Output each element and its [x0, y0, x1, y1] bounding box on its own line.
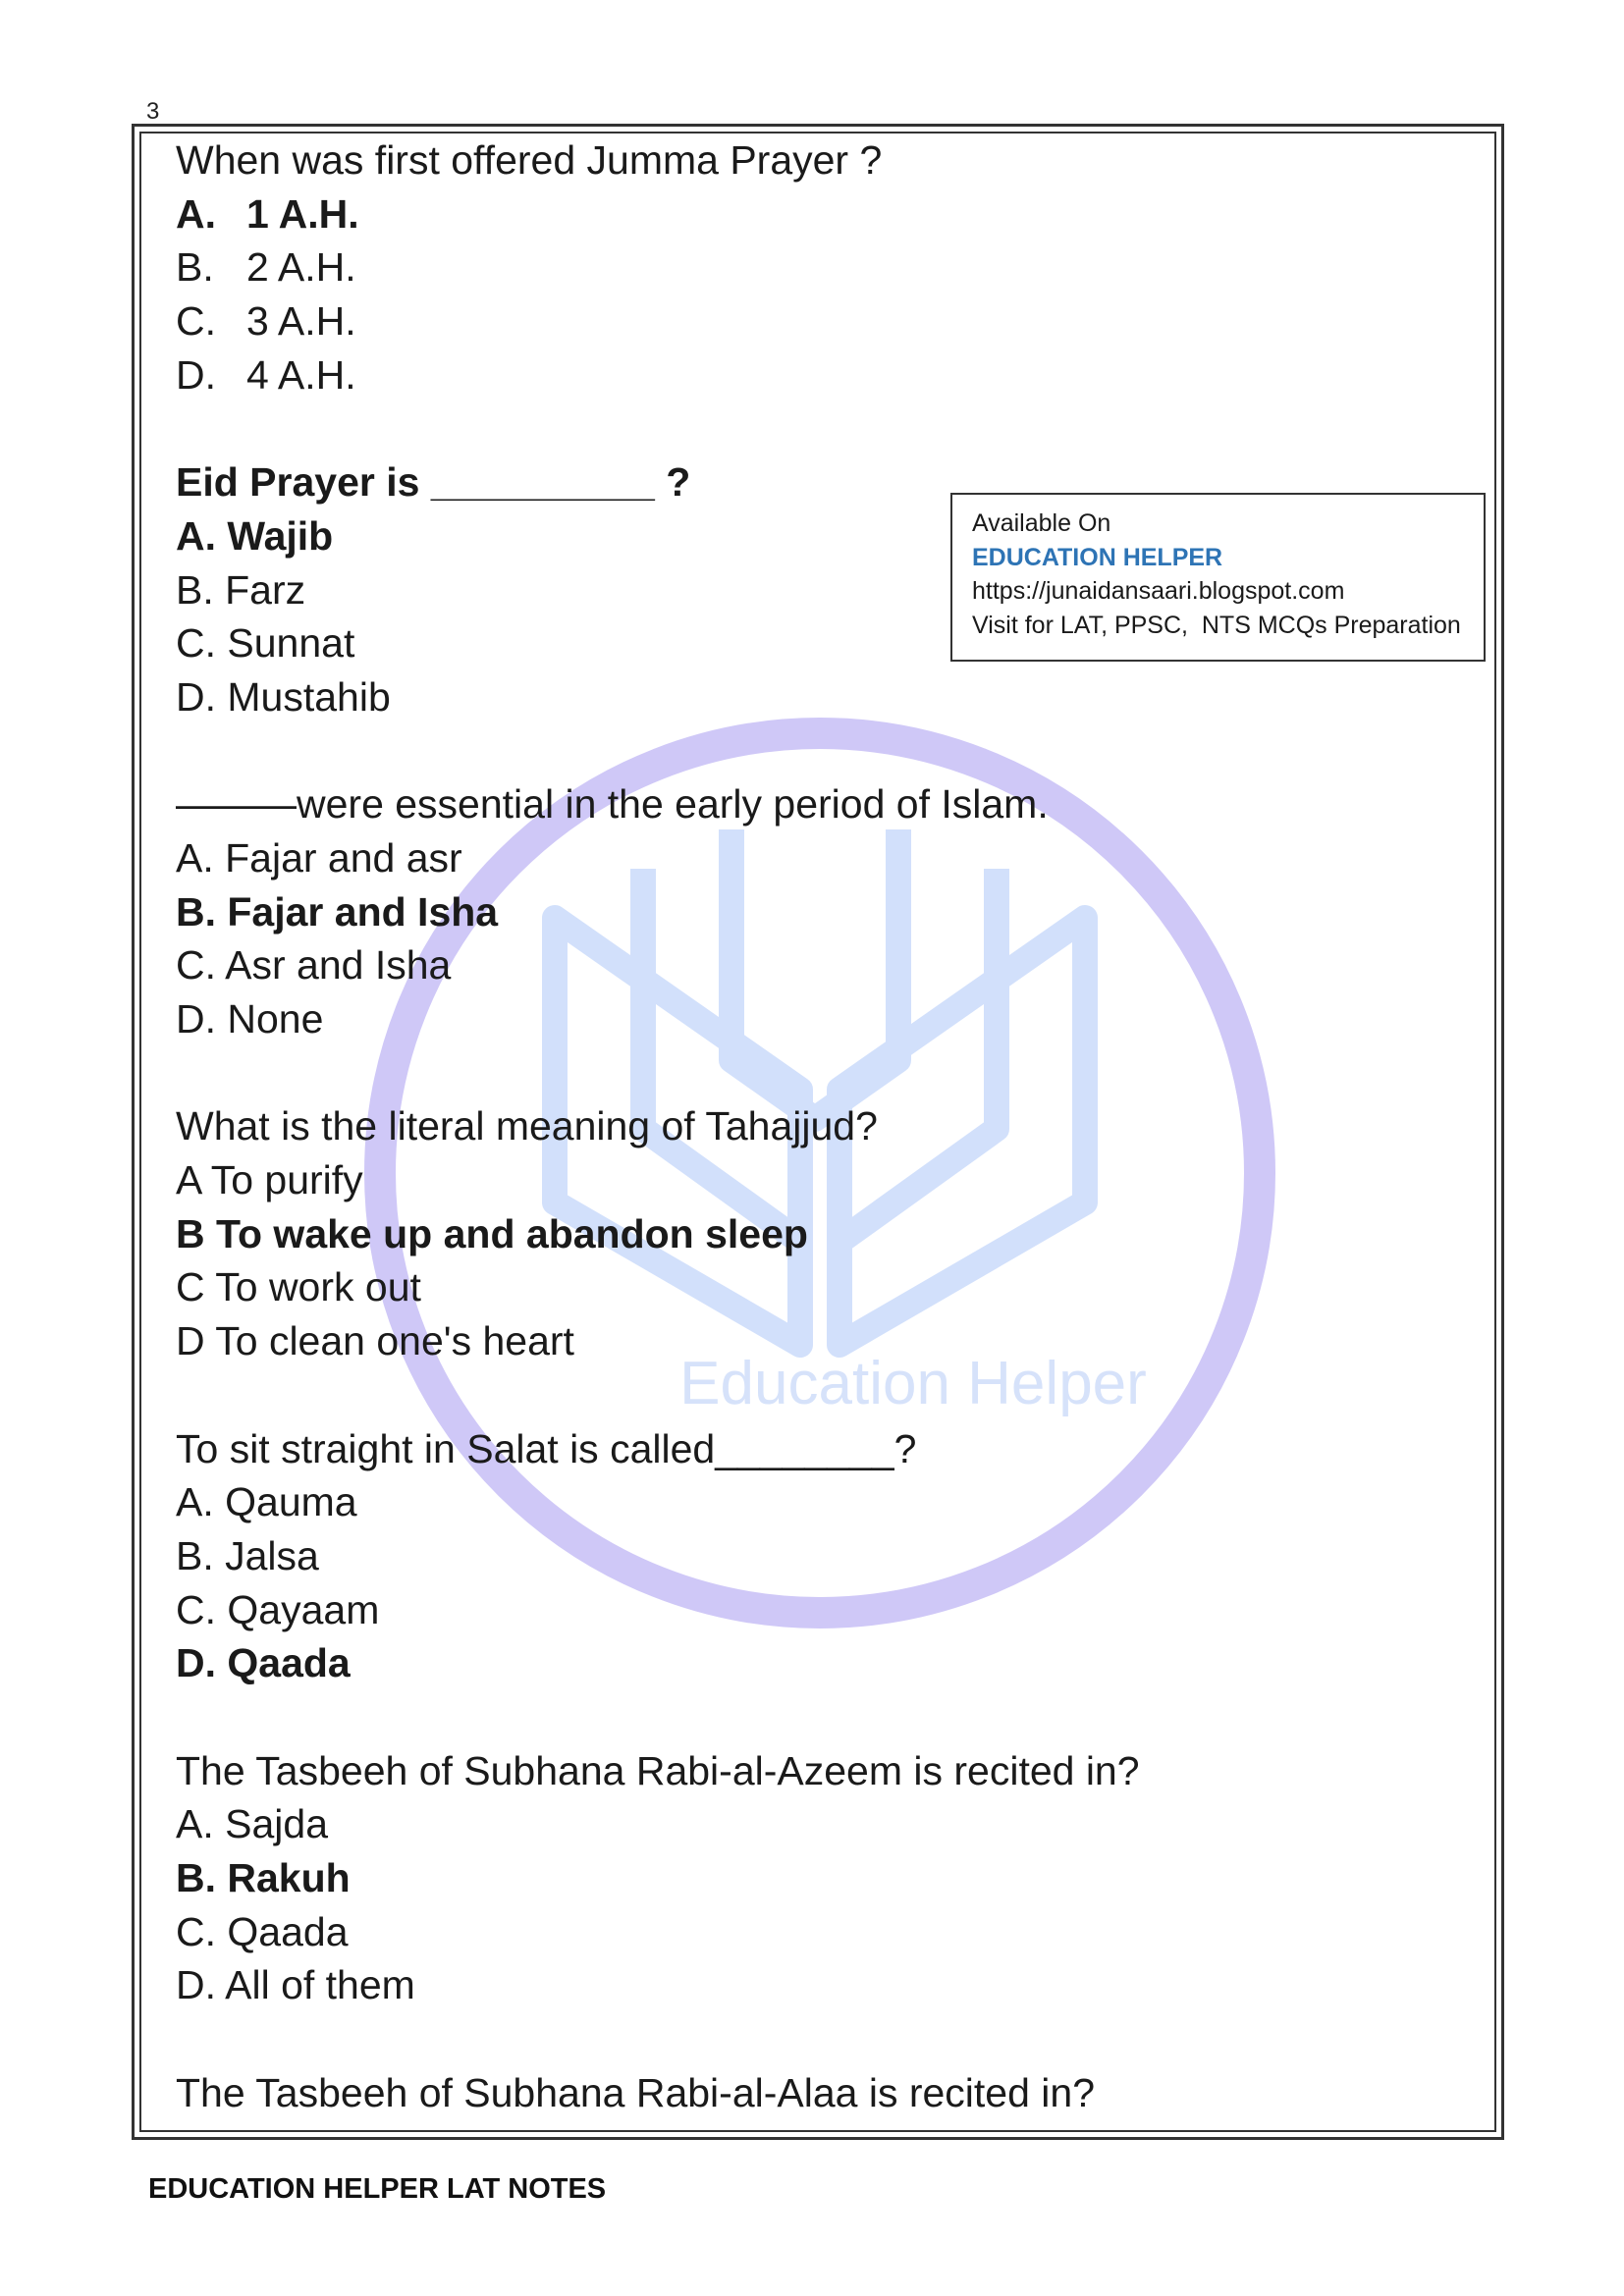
question-spacer [176, 724, 1452, 778]
answer-option [176, 294, 1452, 348]
answer-option-correct [176, 187, 1452, 241]
question-text: To sit straight in Salat is called________? [176, 1425, 917, 1471]
answer-option [176, 240, 1452, 294]
option-text: 4 A.H. [246, 351, 356, 398]
answer-option-correct: A. Wajib [176, 512, 334, 559]
answer-option: C. Qaada [176, 1908, 349, 1954]
answer-option: B. Farz [176, 566, 306, 613]
answer-option-correct: B. Fajar and Isha [176, 888, 499, 934]
answer-option: A To purify [176, 1157, 363, 1203]
option-text: 3 A.H. [246, 298, 356, 345]
availability-info-box [950, 493, 1486, 662]
question-text: The Tasbeeh of Subhana Rabi-al-Alaa is recited in? [176, 2069, 1095, 2115]
option-text: 2 A.H. [246, 244, 356, 291]
answer-option-correct: B To wake up and abandon sleep [176, 1210, 808, 1256]
question-list [176, 133, 1452, 2119]
option-letter: A. [176, 190, 216, 237]
question-text: When was first offered Jumma Prayer ? [176, 137, 883, 183]
answer-option: C. Asr and Isha [176, 942, 452, 988]
page-number: 3 [146, 98, 160, 125]
question-text: Eid Prayer is __________ ? [176, 459, 691, 506]
answer-option: D. All of them [176, 1962, 415, 2008]
info-brand-name: EDUCATION HELPER [972, 543, 1223, 571]
answer-option: D To clean one's heart [176, 1318, 574, 1364]
answer-option [176, 348, 1452, 402]
answer-option: C. Sunnat [176, 620, 355, 667]
option-letter: D. [176, 351, 216, 398]
answer-option: A. Fajar and asr [176, 834, 462, 881]
question-spacer [176, 2012, 1452, 2066]
watermark-text: Education Helper [679, 1350, 1147, 1417]
question-spacer [176, 1046, 1452, 1100]
answer-option: B. Jalsa [176, 1532, 319, 1578]
option-letter: C. [176, 298, 216, 345]
answer-option: A. Sajda [176, 1801, 328, 1847]
question-spacer [176, 1690, 1452, 1744]
footer-title: EDUCATION HELPER LAT NOTES [148, 2173, 607, 2205]
answer-option: C. Qayaam [176, 1586, 380, 1632]
info-available-on: Available On [972, 509, 1111, 537]
answer-option-correct: D. Qaada [176, 1640, 351, 1686]
answer-option: C To work out [176, 1264, 421, 1310]
question-spacer [176, 401, 1452, 455]
question-spacer [176, 1368, 1452, 1422]
answer-option: D. None [176, 996, 324, 1041]
option-text: 1 A.H. [246, 190, 359, 237]
option-letter: B. [176, 244, 214, 291]
answer-option: A. Qauma [176, 1479, 357, 1525]
answer-option-correct: B. Rakuh [176, 1855, 351, 1900]
info-preparation-note: Visit for LAT, PPSC, NTS MCQs Preparation [972, 611, 1461, 639]
question-text: ———were essential in the early period of Islam. [176, 781, 1049, 828]
answer-option: D. Mustahib [176, 673, 391, 720]
question-text: The Tasbeeh of Subhana Rabi-al-Azeem is recited in? [176, 1747, 1140, 1793]
info-blog-url[interactable]: https://junaidansaari.blogspot.com [972, 577, 1345, 605]
question-text: What is the literal meaning of Tahajjud? [176, 1103, 878, 1149]
